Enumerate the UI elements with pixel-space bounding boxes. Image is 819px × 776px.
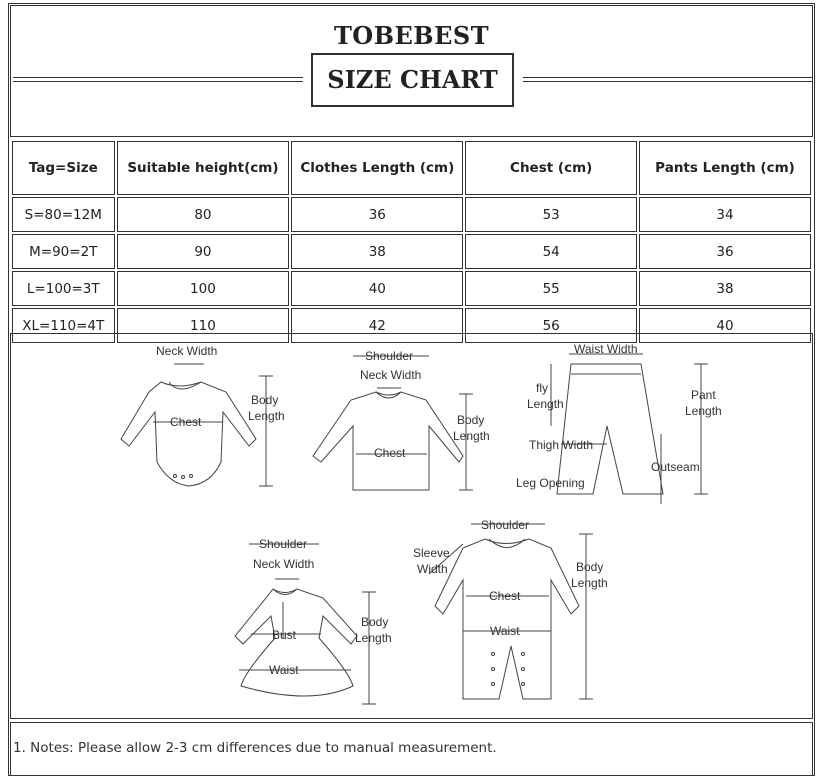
label: Thigh Width: [529, 438, 594, 452]
brand-name: TOBEBEST: [333, 21, 490, 50]
label: Shoulder: [365, 349, 414, 363]
label: Outseam: [651, 460, 700, 474]
table-cell: 34: [639, 197, 811, 232]
table-cell: 54: [465, 234, 637, 269]
table-cell: M=90=2T: [12, 234, 115, 269]
label: Length: [527, 397, 564, 411]
table-cell: 100: [117, 271, 290, 306]
notes-text: 1. Notes: Please allow 2-3 cm differences due to manual measurement.: [13, 740, 497, 756]
label: Waist: [269, 663, 299, 677]
label: Length: [685, 404, 722, 418]
label: Waist Width: [574, 342, 638, 356]
column-header: Clothes Length (cm): [291, 141, 463, 195]
label: Pant: [691, 388, 716, 402]
table-cell: 40: [291, 271, 463, 306]
label: Leg Opening: [516, 476, 585, 490]
table-cell: 38: [639, 271, 811, 306]
table-cell: 42: [291, 308, 463, 343]
table-cell: L=100=3T: [12, 271, 115, 306]
header: [10, 5, 813, 137]
label: Shoulder: [259, 537, 308, 551]
label: Waist: [490, 624, 520, 638]
table-cell: 36: [291, 197, 463, 232]
column-header: Chest (cm): [465, 141, 637, 195]
label: Sleeve: [413, 546, 450, 560]
table-cell: 90: [117, 234, 290, 269]
table-row: [12, 234, 811, 269]
table-cell: 38: [291, 234, 463, 269]
romper-diagram: [413, 518, 608, 699]
table-cell: 80: [117, 197, 290, 232]
label: Width: [417, 562, 448, 576]
label: Length: [571, 576, 608, 590]
table-cell: 110: [117, 308, 290, 343]
divider: [13, 77, 303, 78]
table-cell: 53: [465, 197, 637, 232]
notes-section: [10, 722, 813, 776]
table-cell: 55: [465, 271, 637, 306]
divider: [13, 81, 303, 82]
label: Body: [457, 413, 485, 427]
table-cell: 40: [639, 308, 811, 343]
measurement-diagrams: [10, 333, 813, 719]
label: fly: [536, 381, 548, 395]
table-header-row: [12, 141, 811, 195]
column-header: Suitable height(cm): [117, 141, 290, 195]
divider: [523, 81, 812, 82]
label: Length: [355, 631, 392, 645]
pants-diagram: [516, 342, 722, 504]
size-table: [10, 139, 813, 345]
label: Length: [453, 429, 490, 443]
label: Neck Width: [360, 368, 422, 382]
label: Chest: [489, 589, 521, 603]
label: Chest: [374, 446, 406, 460]
divider: [523, 77, 812, 78]
table-cell: 36: [639, 234, 811, 269]
label: Chest: [170, 415, 202, 429]
label: Bust: [272, 628, 297, 642]
label: Body: [251, 393, 279, 407]
dress-diagram: [235, 537, 392, 704]
top-diagram: [313, 349, 490, 490]
column-header: Pants Length (cm): [639, 141, 811, 195]
table-cell: XL=110=4T: [12, 308, 115, 343]
table-row: [12, 197, 811, 232]
onesie-diagram: [121, 344, 285, 486]
label: Shoulder: [481, 518, 530, 532]
table-row: [12, 271, 811, 306]
page-title: SIZE CHART: [311, 53, 514, 107]
label: Length: [248, 409, 285, 423]
label: Neck Width: [253, 557, 315, 571]
table-cell: S=80=12M: [12, 197, 115, 232]
label: Neck Width: [156, 344, 218, 358]
table-cell: 56: [465, 308, 637, 343]
label: Body: [361, 615, 389, 629]
column-header: Tag=Size: [12, 141, 115, 195]
label: Body: [576, 560, 604, 574]
